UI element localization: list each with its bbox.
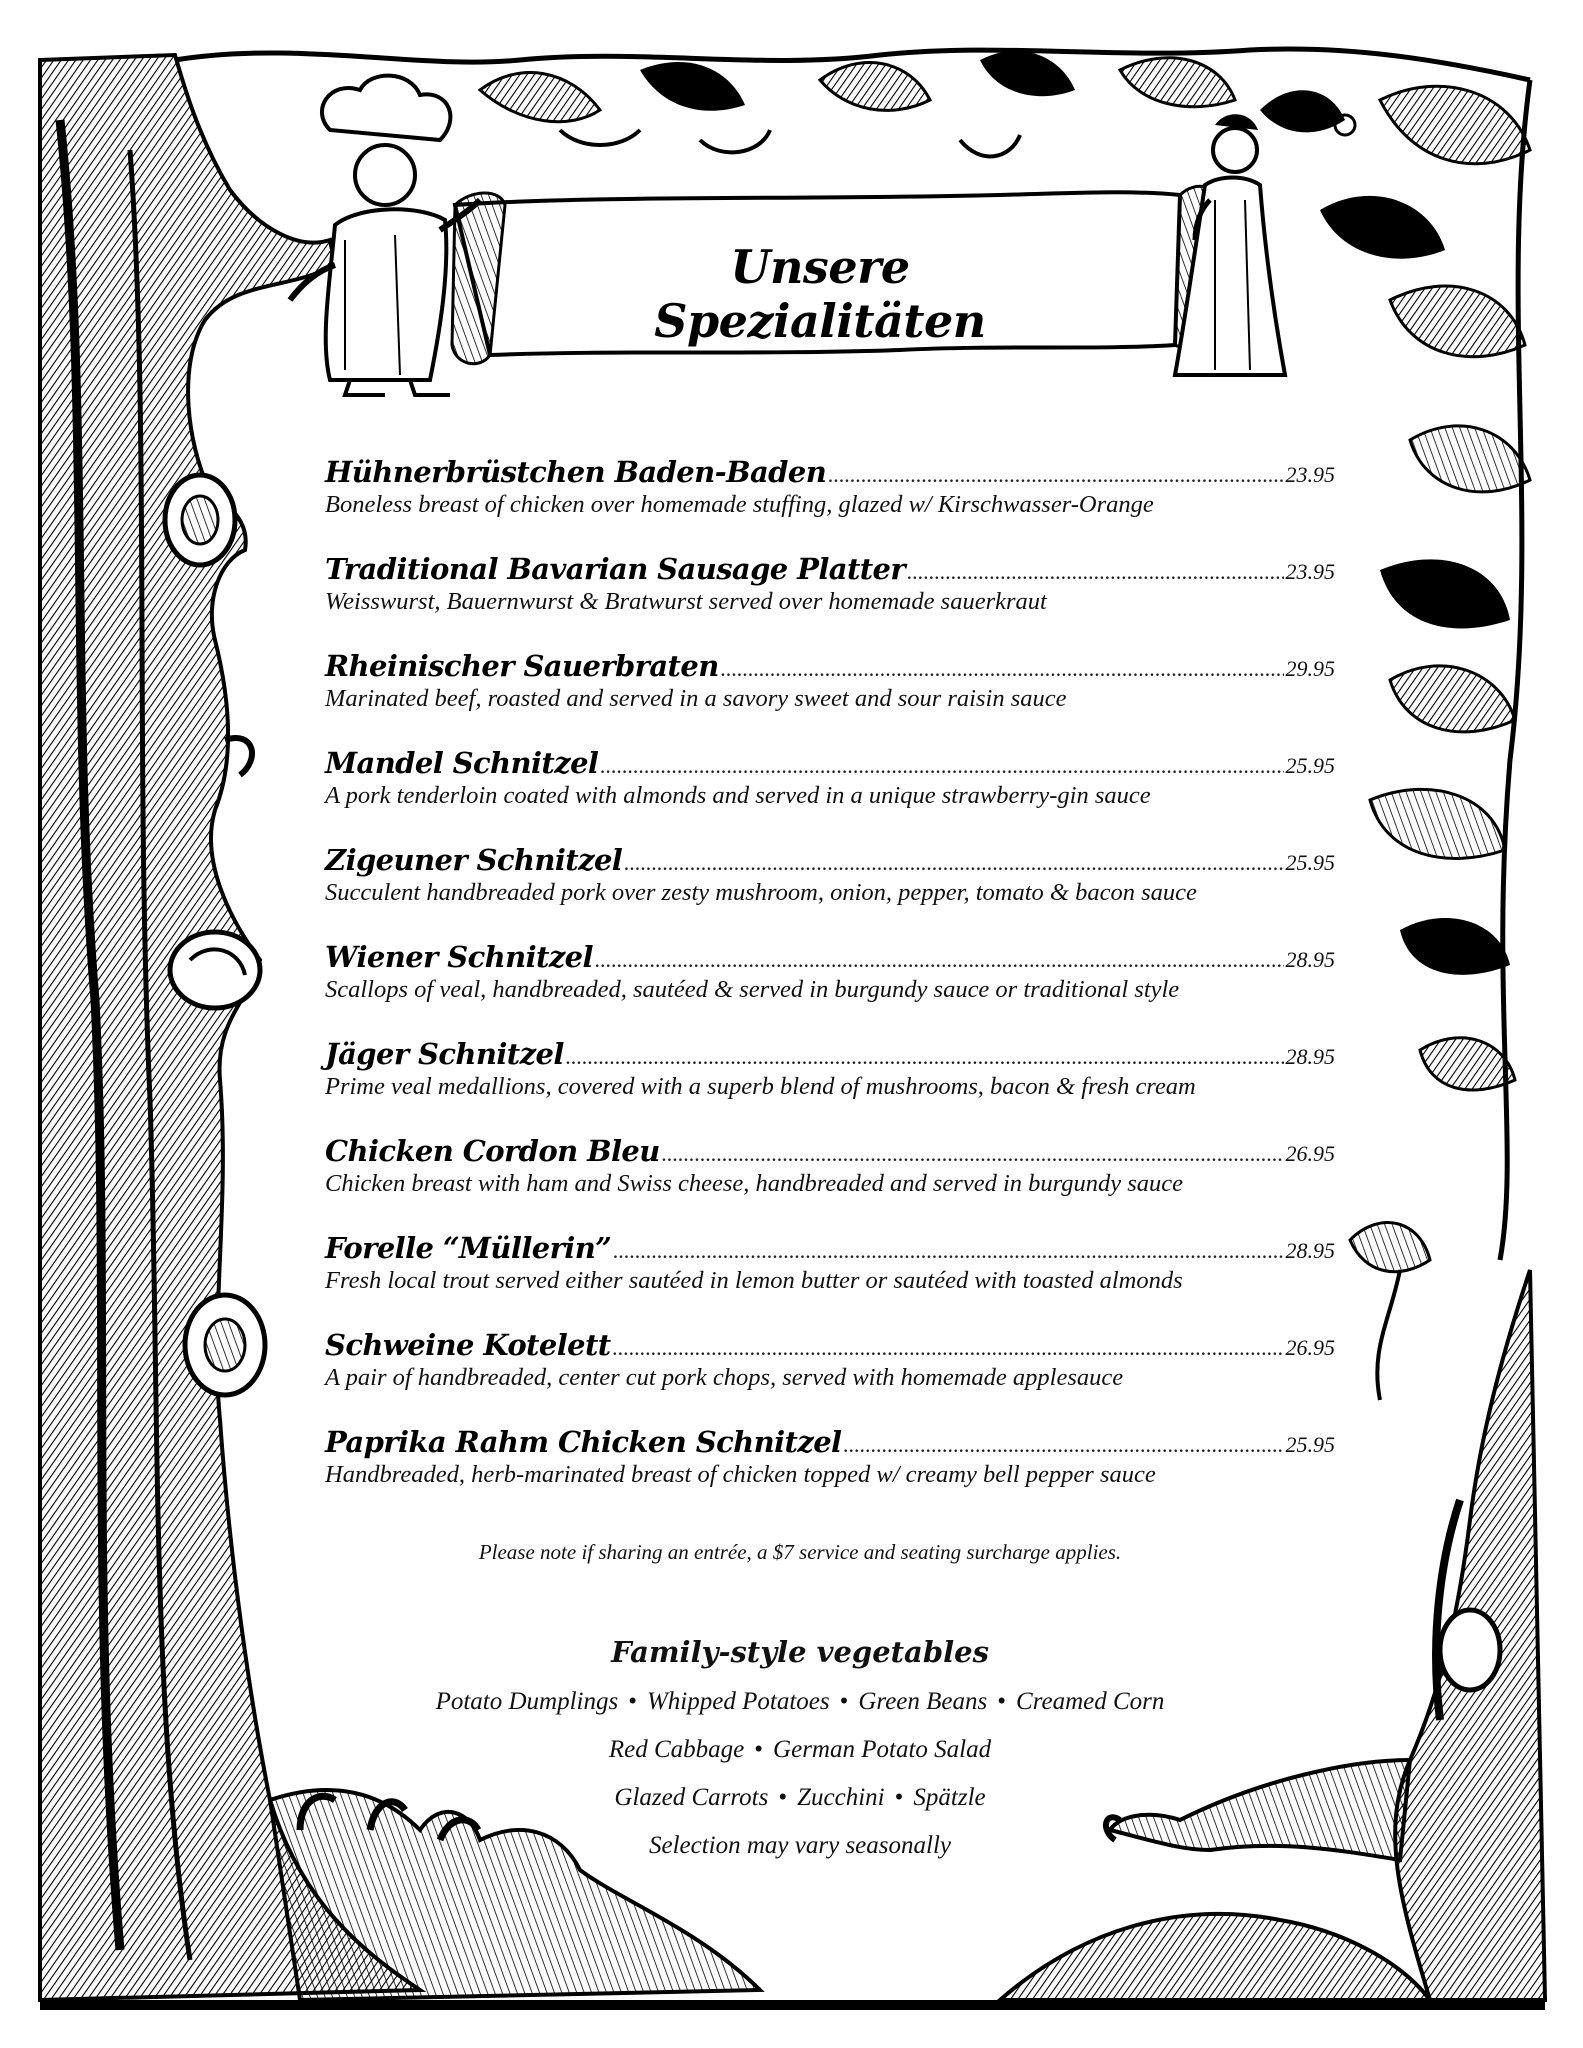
bullet-separator: • (839, 1688, 849, 1715)
menu-item-price: 26.95 (1285, 1141, 1335, 1166)
menu-item-price: 23.95 (1285, 559, 1335, 584)
menu-item-description: Prime veal medallions, covered with a superb blend of mushrooms, bacon & fresh cream (325, 1073, 1196, 1100)
menu-item-name: Chicken Cordon Bleu (325, 1134, 660, 1168)
vegetable-item: German Potato Salad (773, 1736, 992, 1763)
bullet-separator: • (754, 1736, 764, 1763)
menu-item (325, 1134, 1355, 1231)
bullet-separator: • (628, 1688, 637, 1715)
menu-item-header (325, 843, 1335, 877)
menu-item-description: Fresh local trout served either sautéed in lemon butter or sautéed with toasted almonds (325, 1267, 1183, 1294)
menu-item-price: 25.95 (1285, 850, 1335, 875)
vegetable-item: Spätzle (913, 1784, 986, 1811)
menu-item (325, 455, 1355, 552)
menu-item-description: A pair of handbreaded, center cut pork chops, served with homemade applesauce (325, 1364, 1124, 1391)
dot-leader (613, 1238, 1283, 1264)
vegetables-line-3 (300, 1784, 1300, 1812)
menu-title: Unsere Spezialitäten (654, 240, 986, 348)
bottom-ground (40, 2000, 1545, 2010)
menu-item-description: Boneless breast of chicken over homemade stuffing, glazed w/ Kirschwasser-Orange (325, 491, 1154, 518)
menu-item (325, 649, 1355, 746)
menu-item-description: Succulent handbreaded pork over zesty mushroom, onion, pepper, tomato & bacon sauce (325, 879, 1197, 906)
bullet-separator: • (894, 1784, 904, 1811)
menu-item (325, 552, 1355, 649)
dot-leader (600, 753, 1283, 779)
menu-item-header (325, 1425, 1335, 1459)
menu-item (325, 1231, 1355, 1328)
menu-item-price: 28.95 (1285, 1238, 1335, 1263)
menu-item-header (325, 649, 1335, 683)
menu-item-name: Zigeuner Schnitzel (325, 843, 623, 877)
dot-leader (624, 850, 1283, 876)
menu-item-description: Handbreaded, herb-marinated breast of chicken topped w/ creamy bell pepper sauce (325, 1461, 1156, 1488)
vegetable-item: Green Beans (858, 1688, 988, 1715)
menu-item-description: Chicken breast with ham and Swiss cheese, handbreaded and served in burgundy sauce (325, 1170, 1184, 1197)
menu-item-header (325, 940, 1335, 974)
vegetables-line-1 (300, 1688, 1300, 1716)
vegetables-footnote: Selection may vary seasonally (649, 1832, 951, 1859)
menu-item-name: Forelle “Müllerin” (325, 1231, 612, 1265)
vegetables-heading: Family-style vegetables (611, 1635, 989, 1669)
vegetable-item: Whipped Potatoes (646, 1688, 830, 1715)
menu-item-description: Scallops of veal, handbreaded, sautéed & served in burgundy sauce or traditional style (325, 976, 1180, 1003)
vegetable-item: Red Cabbage (608, 1736, 745, 1763)
dot-leader (662, 1141, 1284, 1167)
vegetables-line-2 (300, 1736, 1300, 1764)
menu-item-price: 25.95 (1285, 1432, 1335, 1457)
menu-item-name: Jäger Schnitzel (325, 1037, 564, 1071)
menu-item-price: 28.95 (1285, 947, 1335, 972)
menu-item (325, 1328, 1355, 1425)
menu-item (325, 746, 1355, 843)
dot-leader (843, 1432, 1283, 1458)
vegetable-item: Creamed Corn (1016, 1688, 1165, 1715)
menu-item (325, 843, 1355, 940)
dot-leader (566, 1044, 1284, 1070)
menu-item-price: 26.95 (1285, 1335, 1335, 1360)
bullet-separator: • (997, 1688, 1007, 1715)
sharing-surcharge-note: Please note if sharing an entrée, a $7 service and seating surcharge applies. (478, 1540, 1122, 1564)
menu-item-name: Rheinischer Sauerbraten (325, 649, 719, 683)
menu-item-header (325, 746, 1335, 780)
menu-item-header (325, 1134, 1335, 1168)
menu-item (325, 940, 1355, 1037)
menu-item-price: 28.95 (1285, 1044, 1335, 1069)
menu-item-header (325, 1328, 1335, 1362)
menu-item-name: Paprika Rahm Chicken Schnitzel (325, 1425, 842, 1459)
dot-leader (907, 559, 1283, 585)
menu-item-name: Hühnerbrüstchen Baden-Baden (325, 455, 827, 489)
menu-item-price: 23.95 (1285, 462, 1335, 487)
vegetable-item: Glazed Carrots (614, 1784, 769, 1811)
menu-item-header (325, 1231, 1335, 1265)
menu-item-description: Weisswurst, Bauernwurst & Bratwurst served over homemade sauerkraut (325, 588, 1047, 615)
dot-leader (613, 1335, 1284, 1361)
vegetable-item: Zucchini (797, 1784, 885, 1811)
dot-leader (828, 462, 1283, 488)
dot-leader (721, 656, 1284, 682)
menu-item-header (325, 552, 1335, 586)
specialties-list (325, 455, 1355, 1522)
menu-item-price: 29.95 (1285, 656, 1335, 681)
menu-item (325, 1037, 1355, 1134)
menu-item-description: Marinated beef, roasted and served in a savory sweet and sour raisin sauce (325, 685, 1067, 712)
menu-item-name: Traditional Bavarian Sausage Platter (325, 552, 906, 586)
menu-item-header (325, 455, 1335, 489)
menu-item-header (325, 1037, 1335, 1071)
bullet-separator: • (778, 1784, 788, 1811)
menu-item-description: A pork tenderloin coated with almonds and served in a unique strawberry-gin sauce (325, 782, 1151, 809)
menu-item (325, 1425, 1355, 1522)
menu-item-name: Wiener Schnitzel (325, 940, 593, 974)
menu-item-name: Mandel Schnitzel (325, 746, 599, 780)
dot-leader (595, 947, 1284, 973)
menu-item-price: 25.95 (1285, 753, 1335, 778)
menu-item-name: Schweine Kotelett (325, 1328, 611, 1362)
vegetable-item: Potato Dumplings (435, 1688, 619, 1715)
